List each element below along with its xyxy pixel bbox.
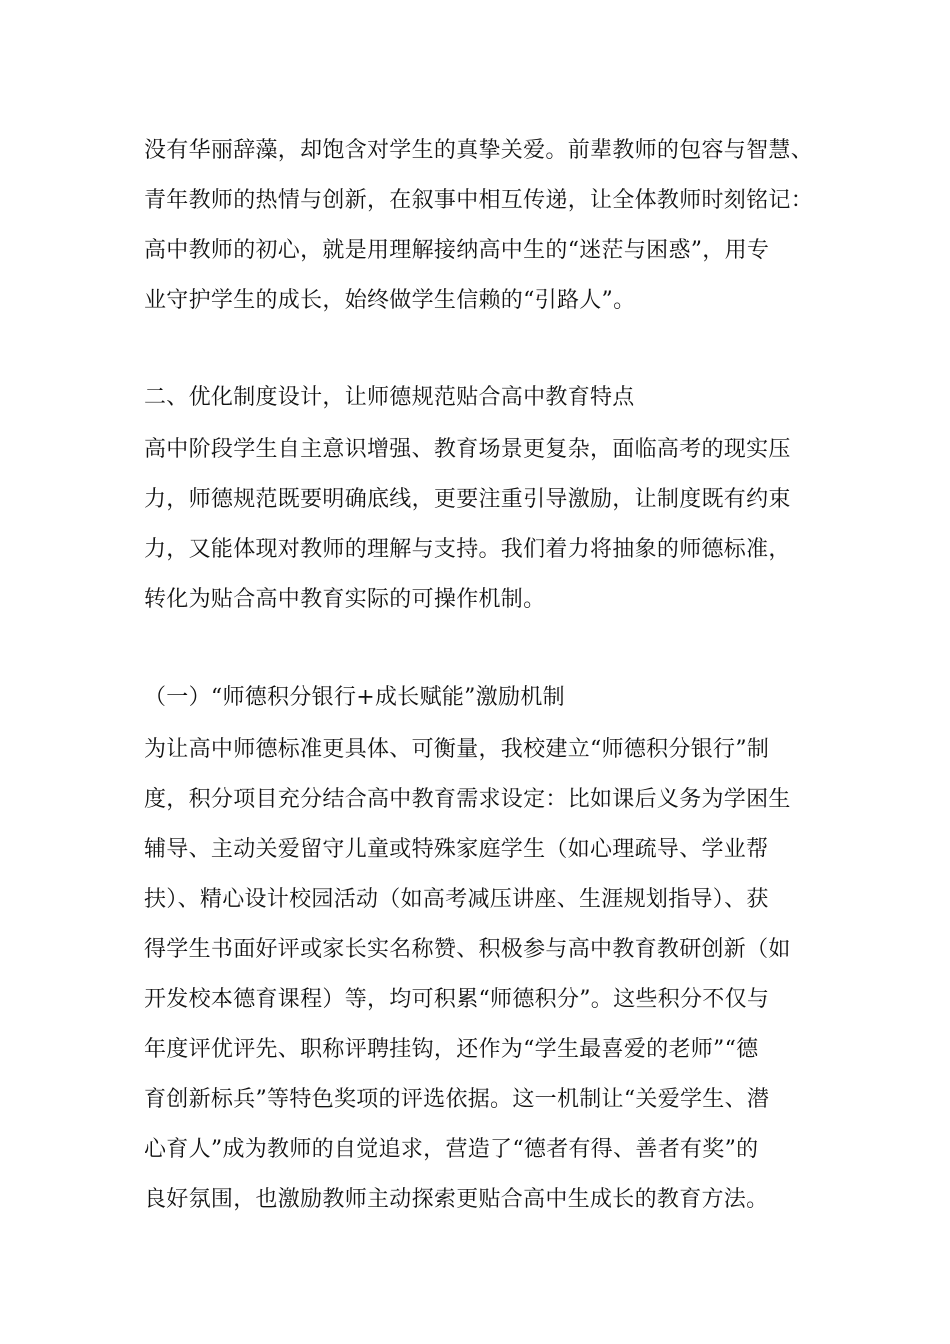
- subsection-1-line-8: 育创新标兵”等特色奖项的评选依据。这一机制让“关爱学生、潜: [144, 1087, 770, 1112]
- section-2-heading: 二、优化制度设计，让师德规范贴合高中教育特点: [144, 385, 635, 410]
- section-2-line-2: 力，师德规范既要明确底线，更要注重引导激励，让制度既有约束: [144, 487, 791, 512]
- subsection-1-line-7: 年度评优评先、职称评聘挂钩，还作为“学生最喜爱的老师”“德: [144, 1037, 759, 1062]
- paragraph-1-line-2: 青年教师的热情与创新，在叙事中相互传递，让全体教师时刻铭记：: [144, 188, 814, 213]
- paragraph-1-line-4: 业守护学生的成长，始终做学生信赖的“引路人”。: [144, 288, 636, 313]
- subsection-1-line-3: 辅导、主动关爱留守儿童或特殊家庭学生（如心理疏导、学业帮: [144, 837, 769, 862]
- paragraph-1-line-1: 没有华丽辞藻，却饱含对学生的真挚关爱。前辈教师的包容与智慧、: [144, 138, 814, 163]
- subsection-1-line-1: 为让高中师德标准更具体、可衡量，我校建立“师德积分银行”制: [144, 737, 770, 762]
- subsection-1-line-10: 良好氛围，也激励教师主动探索更贴合高中生成长的教育方法。: [144, 1187, 769, 1212]
- section-2-line-1: 高中阶段学生自主意识增强、教育场景更复杂，面临高考的现实压: [144, 437, 791, 462]
- section-2-line-4: 转化为贴合高中教育实际的可操作机制。: [144, 587, 546, 612]
- subsection-1-line-5: 得学生书面好评或家长实名称赞、积极参与高中教育教研创新（如: [144, 937, 791, 962]
- section-2-line-3: 力，又能体现对教师的理解与支持。我们着力将抽象的师德标准，: [144, 537, 791, 562]
- paragraph-1-line-3: 高中教师的初心，就是用理解接纳高中生的“迷茫与困惑”，用专: [144, 238, 770, 263]
- subsection-1-line-6: 开发校本德育课程）等，均可积累“师德积分”。这些积分不仅与: [144, 987, 770, 1012]
- subsection-1-line-2: 度，积分项目充分结合高中教育需求设定：比如课后义务为学困生: [144, 787, 791, 812]
- subsection-1-line-4: 扶）、精心设计校园活动（如高考减压讲座、生涯规划指导）、获: [144, 887, 769, 912]
- subsection-1-heading: （一）“师德积分银行+成长赋能”激励机制: [144, 685, 565, 710]
- subsection-1-line-9: 心育人”成为教师的自觉追求，营造了“德者有得、善者有奖”的: [144, 1137, 759, 1162]
